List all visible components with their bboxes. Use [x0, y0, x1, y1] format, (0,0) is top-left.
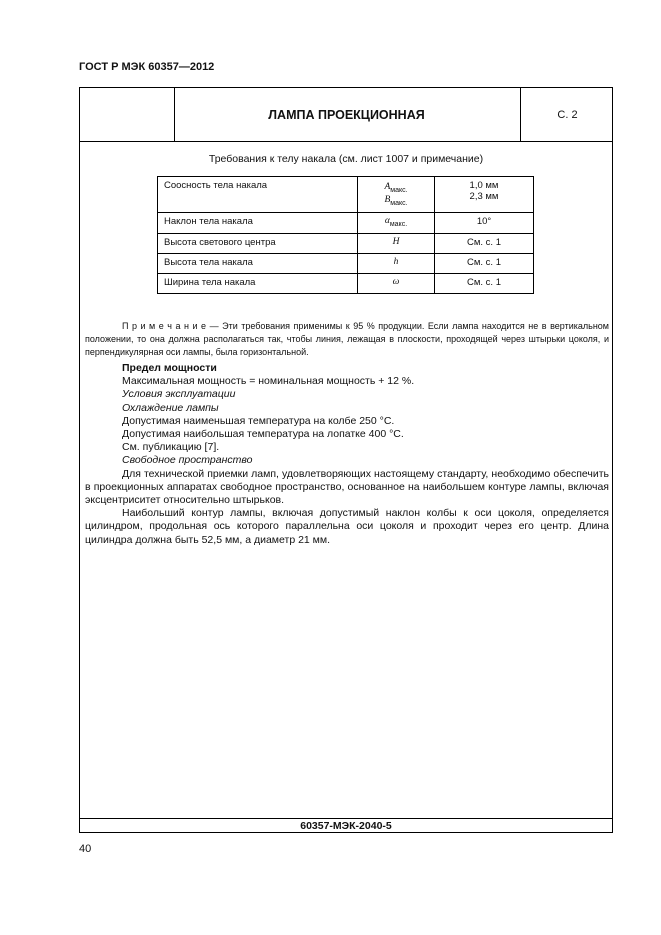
param-cell: Высота светового центра [158, 233, 358, 253]
min-temp-text: Допустимая наименьшая температура на колбе 250 °С. [122, 414, 395, 427]
space-heading: Свободное пространство [122, 454, 253, 467]
power-text: Максимальная мощность = номинальная мощность + 12 %. [122, 375, 415, 388]
document-frame [79, 87, 613, 833]
max-temp-text: Допустимая наибольшая температура на лопатке 400 °С. [122, 428, 404, 441]
space-paragraph-2: Наибольший контур лампы, включая допустимый наклон колбы к оси цоколя, определяется цилиндром, продольная ось которого параллельна оси цоколя и проходит через его центр. Длина цилиндра должна быть 52,5 мм, а диаметр 21 мм. [85, 507, 609, 546]
table-row [158, 273, 534, 293]
space-paragraph-1: Для технической приемки ламп, удовлетворяющих настоящему стандарту, необходимо обеспечить в проекционных аппаратах свободное пространство, основанное на наибольшем контуре лампы, включая эксцентриситет относительно штырьков. [85, 467, 609, 507]
power-heading: Предел мощности [122, 362, 217, 374]
table-row [158, 212, 534, 233]
sheet-footer-code: 60357-МЭК-2040-5 [300, 820, 392, 832]
param-cell: Высота тела накала [158, 253, 358, 273]
value-cell: См. с. 1 [435, 253, 534, 273]
filament-requirements-table [157, 176, 534, 294]
cooling-heading: Охлаждение лампы [122, 401, 219, 414]
publication-ref: См. публикацию [7]. [122, 441, 220, 454]
symbol-cell: h [358, 253, 435, 273]
table-row [158, 253, 534, 273]
symbol-cell: H [358, 233, 435, 253]
standard-code: ГОСТ Р МЭК 60357—2012 [79, 61, 215, 73]
param-cell: Ширина тела накала [158, 273, 358, 293]
param-cell: Соосность тела накала [158, 177, 358, 213]
sheet-page-ref: С. 2 [557, 108, 578, 121]
operating-heading: Условия эксплуатации [122, 388, 236, 401]
table-row [158, 177, 534, 213]
symbol-cell: $\alpha_{макс.}$ [358, 212, 435, 233]
table-row [158, 233, 534, 253]
symbol-cell: ω [358, 273, 435, 293]
sheet-title: ЛАМПА ПРОЕКЦИОННАЯ [268, 107, 425, 122]
body-text [85, 362, 609, 547]
note-block [85, 320, 609, 359]
page-number: 40 [79, 843, 92, 855]
value-cell: 10° [435, 212, 534, 233]
value-cell: См. с. 1 [435, 233, 534, 253]
symbol-cell: $A_{макс.}$ $B_{макс.}$ [358, 177, 435, 213]
note-label: П р и м е ч а н и е [122, 321, 207, 331]
requirements-heading: Требования к телу накала (см. лист 1007 и примечание) [208, 153, 484, 165]
param-cell: Наклон тела накала [158, 212, 358, 233]
header-bottom-rule [80, 141, 612, 142]
value-cell: 1,0 мм 2,3 мм [435, 177, 534, 213]
value-cell: См. с. 1 [435, 273, 534, 293]
note-text: — Эти требования применимы к 95 % продукции. Если лампа находится не в вертикальном положении, то она должна располагаться так, чтобы линия, лежащая в плоскости, проходящей через штырьки цоколя, и перпендикулярная оси лампы, была горизонтальной. [85, 321, 609, 357]
